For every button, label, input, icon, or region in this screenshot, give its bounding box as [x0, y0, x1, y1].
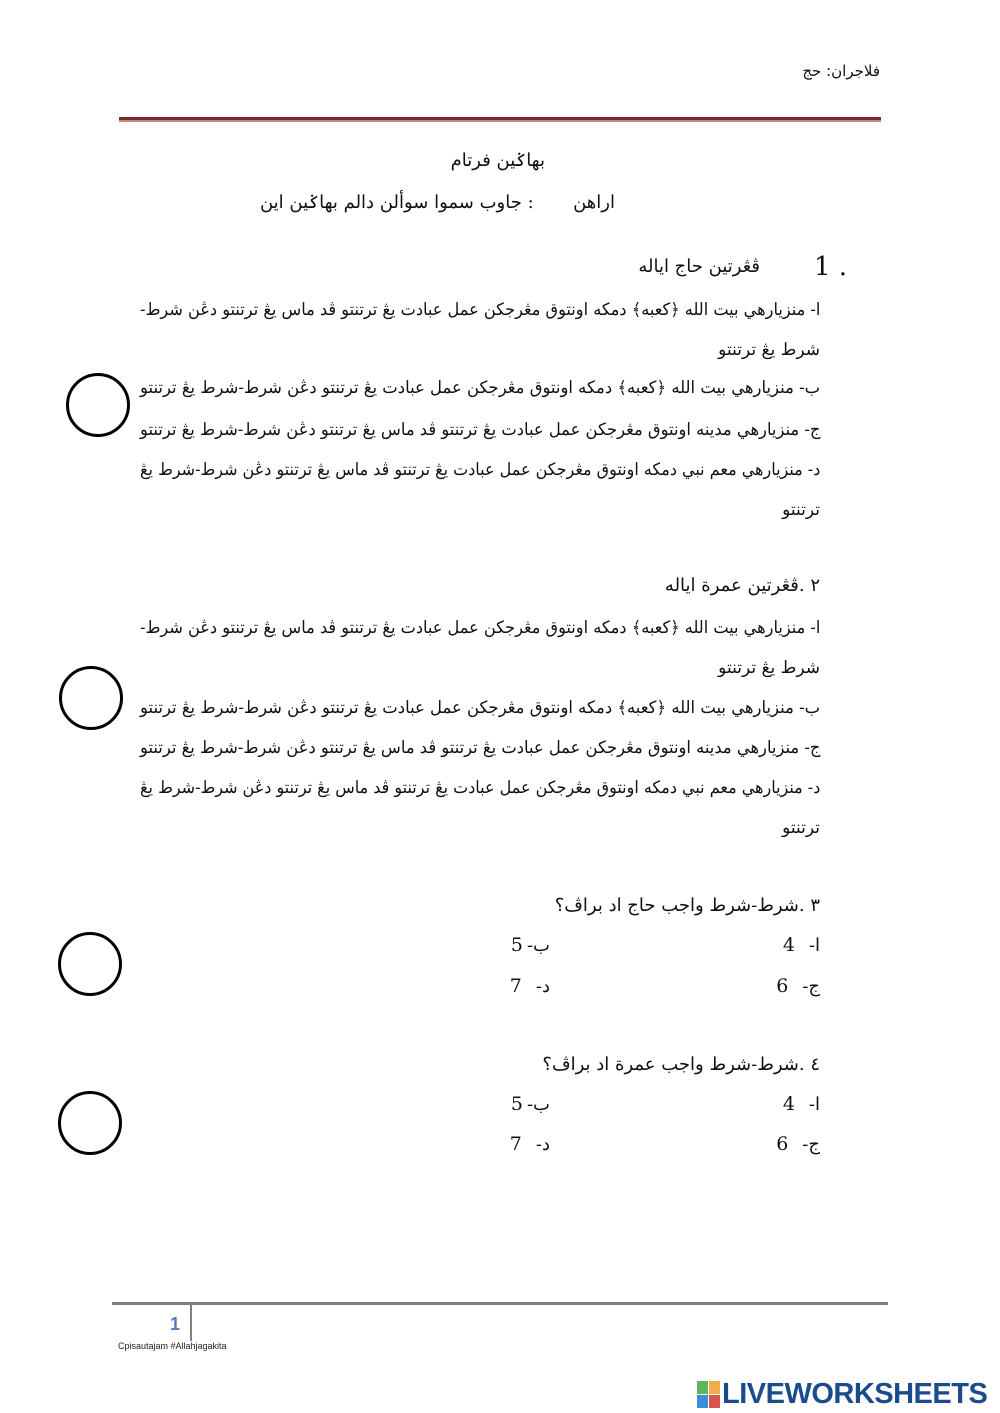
option-label: ب-	[526, 1094, 550, 1115]
badge-letter	[697, 1381, 708, 1394]
question-2-text: ڤڠرتين عمرة اياله	[664, 575, 799, 596]
instruction	[260, 192, 615, 213]
line-text: شرط يڠ ترتنتو	[718, 658, 820, 678]
instruction-label: اراهن	[573, 192, 615, 213]
question-4-answer-circle[interactable]	[58, 1091, 122, 1155]
option-value: 4	[782, 934, 795, 956]
option-value: 7	[509, 975, 522, 997]
question-3-number: ٣ .	[798, 895, 820, 916]
header-rule	[119, 117, 881, 122]
option-label: ا-	[808, 1094, 820, 1115]
line-text: شرط يڠ ترتنتو	[718, 340, 820, 360]
question-1-text: ڤڠرتين حاج اياله	[638, 256, 760, 277]
question-2-option-a	[140, 616, 820, 640]
badge-letter	[709, 1395, 720, 1408]
line-text: ب- منزيارهي بيت الله ﴿كعبه﴾ دمكه اونتوق مڠرجكن عمل عبادت يڠ ترتنتو دڠن شرط-شرط يڠ ترتنتو	[139, 378, 820, 398]
option-label: ج-	[802, 1134, 820, 1155]
question-3-option-d	[510, 975, 550, 997]
section-title: بهاݢين فرتام	[450, 150, 545, 171]
option-label: د-	[535, 1134, 550, 1155]
line-text: ا- منزيارهي بيت الله ﴿كعبه﴾ دمكه اونتوق مڠرجكن عمل عبادت يڠ ترتنتو ڤد ماس يڠ ترتنتو دڠن شرط-	[139, 618, 820, 638]
question-1-option-b	[140, 376, 820, 400]
question-3-option-b	[511, 934, 550, 956]
question-4-option-c	[776, 1133, 820, 1155]
option-value: 5	[510, 1093, 523, 1115]
question-1-option-c	[140, 418, 820, 442]
question-4-option-d	[510, 1133, 550, 1155]
question-3-option-c	[776, 975, 820, 997]
question-4-number: ٤ .	[798, 1054, 820, 1075]
option-value: 6	[776, 1133, 789, 1155]
line-text: ترتنتو	[782, 500, 820, 520]
line-text: ب- منزيارهي بيت الله ﴿كعبه﴾ دمكه اونتوق مڠرجكن عمل عبادت يڠ ترتنتو دڠن شرط-شرط يڠ ترتنتو	[139, 698, 820, 718]
option-value: 5	[510, 934, 523, 956]
page-number: 1	[170, 1314, 181, 1334]
footer-divider	[190, 1304, 192, 1341]
badge-letter	[697, 1395, 708, 1408]
line-text: د- منزيارهي معم نبي دمكه اونتوق مڠرجكن عمل عبادت يڠ ترتنتو ڤد ماس يڠ ترتنتو دڠن شرط-شرط يڠ	[139, 460, 820, 480]
badge-letter	[709, 1381, 720, 1394]
question-1-option-a-cont	[140, 338, 820, 362]
footer-credit: Cpisautajam #Allahjagakita	[118, 1341, 227, 1351]
question-1-number: 1 .	[814, 252, 848, 282]
question-1-option-a	[140, 298, 820, 322]
question-2-option-d	[140, 776, 820, 800]
instruction-text: : جاوب سموا سوألن دالم بهاݢين اين	[259, 192, 534, 213]
liveworksheets-logo	[697, 1378, 987, 1411]
question-1-option-d	[140, 458, 820, 482]
question-2-title	[665, 575, 820, 596]
option-label: ب-	[526, 935, 550, 956]
option-label: ج-	[802, 976, 820, 997]
question-2-option-d-cont	[140, 816, 820, 840]
question-4-option-a	[783, 1093, 820, 1115]
option-value: 7	[509, 1133, 522, 1155]
question-2-option-b	[140, 696, 820, 720]
question-3-text: شرط-شرط واجب حاج اد براڤ؟	[554, 895, 799, 916]
question-1-option-d-cont	[140, 498, 820, 522]
question-2-answer-circle[interactable]	[59, 666, 123, 730]
logo-badge-icon	[697, 1381, 720, 1408]
option-value: 4	[782, 1093, 795, 1115]
question-4-title	[542, 1054, 820, 1075]
footer-rule	[112, 1302, 888, 1305]
question-4-option-b	[511, 1093, 550, 1115]
option-value: 6	[776, 975, 789, 997]
subject-header: فلاجران: حج	[802, 62, 880, 80]
line-text: ج- منزيارهي مدينه اونتوق مڠرجكن عمل عبادت يڠ ترتنتو ڤد ماس يڠ ترتنتو دڠن شرط-شرط يڠ ترتنتو	[139, 738, 820, 758]
option-label: د-	[535, 976, 550, 997]
brand-name: LIVEWORKSHEETS	[722, 1378, 988, 1410]
line-text: د- منزيارهي معم نبي دمكه اونتوق مڠرجكن عمل عبادت يڠ ترتنتو ڤد ماس يڠ ترتنتو دڠن شرط-شرط يڠ	[139, 778, 820, 798]
line-text: ج- منزيارهي مدينه اونتوق مڠرجكن عمل عبادت يڠ ترتنتو ڤد ماس يڠ ترتنتو دڠن شرط-شرط يڠ ترتنتو	[139, 420, 820, 440]
option-label: ا-	[808, 935, 820, 956]
question-2-option-c	[140, 736, 820, 760]
question-4-text: شرط-شرط واجب عمرة اد براڤ؟	[542, 1054, 799, 1075]
question-2-option-a-cont	[140, 656, 820, 680]
question-2-number: ٢ .	[798, 575, 820, 596]
question-3-answer-circle[interactable]	[58, 932, 122, 996]
line-text: ترتنتو	[782, 818, 820, 838]
question-3-option-a	[783, 934, 820, 956]
question-3-title	[555, 895, 820, 916]
line-text: ا- منزيارهي بيت الله ﴿كعبه﴾ دمكه اونتوق مڠرجكن عمل عبادت يڠ ترتنتو ڤد ماس يڠ ترتنتو دڠن شرط-	[139, 300, 820, 320]
question-1-answer-circle[interactable]	[66, 373, 130, 437]
